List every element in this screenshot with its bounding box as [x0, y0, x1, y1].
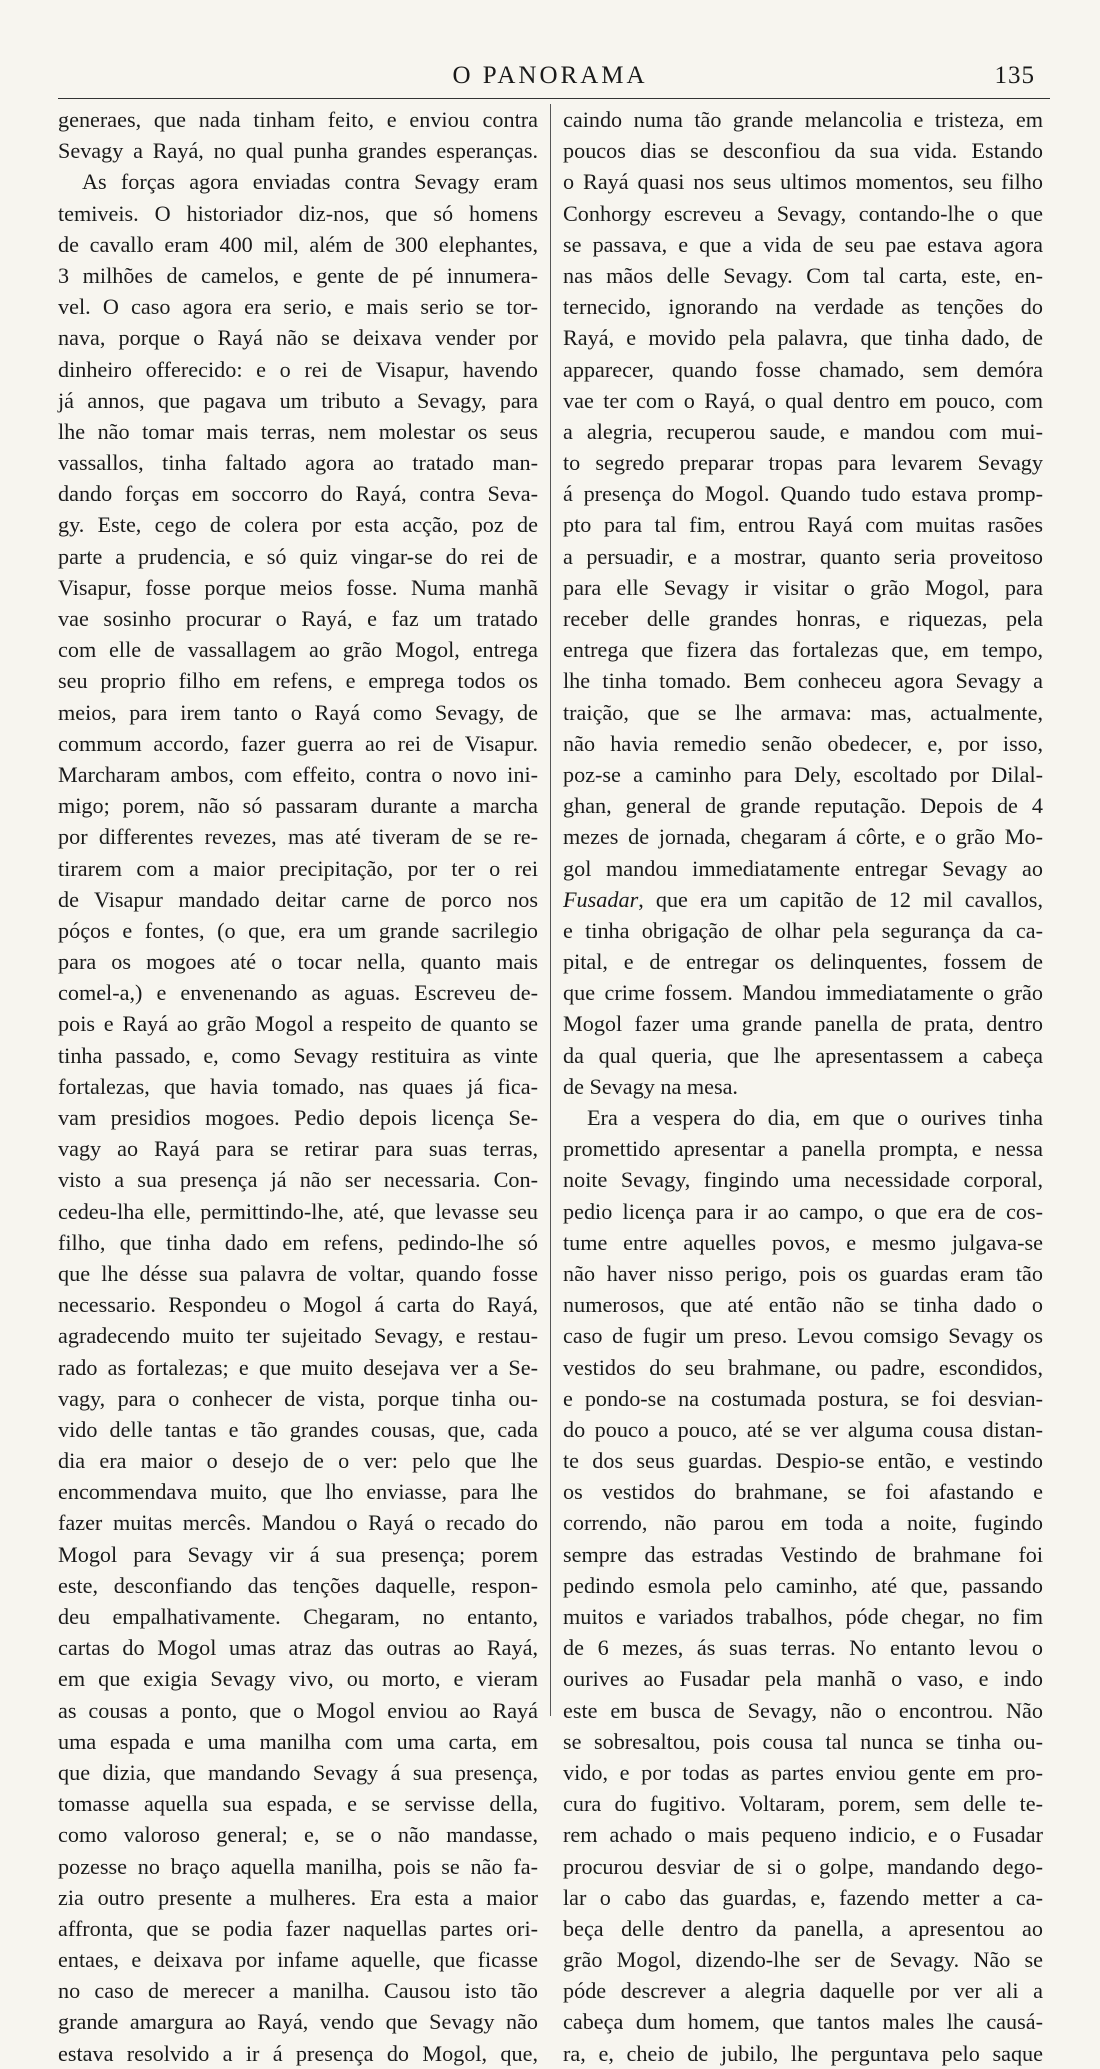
text-line: o Rayá quasi nos seus ultimos momentos, seu filho: [563, 169, 1043, 195]
text-line: commum accordo, fazer guerra ao rei de Visapur.: [58, 730, 538, 756]
text-line: Sevagy a Rayá, no qual punha grandes esperanças.: [58, 138, 538, 164]
text-line: póços e fontes, (o que, era um grande sacrilegio: [58, 917, 538, 943]
text-line: numerosos, que até então não se tinha dado o: [563, 1292, 1043, 1318]
text-line: vagy, para o conhecer de vista, porque tinha ou-: [58, 1385, 538, 1411]
text-line: os vestidos do brahmane, se foi afastando e: [563, 1479, 1043, 1505]
text-line: no caso de merecer a manilha. Causou isto tão: [58, 1978, 538, 2004]
page-number: 135: [994, 62, 1035, 89]
text-line: vae ter com o Rayá, o qual dentro em pouco, com: [563, 387, 1043, 413]
text-line: vido, e por todas as partes enviou gente em pro-: [563, 1759, 1043, 1785]
text-line: rem achado o mais pequeno indicio, e o Fusadar: [563, 1822, 1043, 1848]
text-line: ourives ao Fusadar pela manhã o vaso, e indo: [563, 1666, 1043, 1692]
text-line: temiveis. O historiador diz-nos, que só homens: [58, 200, 538, 226]
text-line: Conhorgy escreveu a Sevagy, contando-lhe o que: [563, 200, 1043, 226]
text-line: sempre das estradas Vestindo de brahmane foi: [563, 1541, 1043, 1567]
text-line: te dos seus guardas. Despio-se então, e vestindo: [563, 1448, 1043, 1474]
text-line: a alegria, recuperou saude, e mandou com mui-: [563, 418, 1043, 444]
text-line: beça delle dentro da panella, a apresentou ao: [563, 1915, 1043, 1941]
text-line: noite Sevagy, fingindo uma necessidade corporal,: [563, 1167, 1043, 1193]
text-line: cabeça dum homem, que tantos males lhe causá-: [563, 2009, 1043, 2035]
text-line: Visapur, fosse porque meios fosse. Numa manhã: [58, 574, 538, 600]
text-line: este, desconfiando das tenções daquelle, respon-: [58, 1572, 538, 1598]
text-line: procurou desviar de si o golpe, mandando dego-: [563, 1853, 1043, 1879]
text-line: as cousas a ponto, que o Mogol enviou ao Rayá: [58, 1697, 538, 1723]
text-line: este em busca de Sevagy, não o encontrou. Não: [563, 1697, 1043, 1723]
text-line: zia outro presente a mulheres. Era esta a maior: [58, 1884, 538, 1910]
text-line: entrega que fizera das fortalezas que, em tempo,: [563, 637, 1043, 663]
text-line: traição, que se lhe armava: mas, actualmente,: [563, 699, 1043, 725]
text-line: mezes de jornada, chegaram á côrte, e o grão Mo-: [563, 824, 1043, 850]
text-line: de Visapur mandado deitar carne de porco nos: [58, 886, 538, 912]
text-line: entaes, e deixava por infame aquelle, que ficasse: [58, 1947, 538, 1973]
text-line: caso de fugir um preso. Levou comsigo Sevagy os: [563, 1323, 1043, 1349]
text-line: poucos dias se desconfiou da sua vida. Estando: [563, 138, 1043, 164]
text-line: 3 milhões de camelos, e gente de pé innumera-: [58, 262, 538, 288]
text-line: apparecer, quando fosse chamado, sem demóra: [563, 356, 1043, 382]
text-line: pedindo esmola pelo caminho, até que, passando: [563, 1572, 1043, 1598]
text-line: como valoroso general; e, se o não mandasse,: [58, 1822, 538, 1848]
text-line: tomasse aquella sua espada, e se servisse della,: [58, 1791, 538, 1817]
text-line: não haver nisso perigo, pois os guardas eram tão: [563, 1260, 1043, 1286]
text-line: muitos e variados trabalhos, póde chegar, no fim: [563, 1604, 1043, 1629]
text-line: cartas do Mogol umas atraz das outras ao Rayá,: [58, 1635, 538, 1661]
text-line: fortalezas, que havia tomado, nas quaes já fica-: [58, 1073, 538, 1099]
text-line: se sobresaltou, pois cousa tal nunca se tinha ou-: [563, 1728, 1043, 1754]
text-line: para elle Sevagy ir visitar o grão Mogol, para: [563, 574, 1043, 600]
text-line: tinha passado, e, como Sevagy restituira as vinte: [58, 1042, 538, 1068]
text-line: filho, que tinha dado em refens, pedindo-lhe só: [58, 1229, 538, 1255]
text-line: vestidos do seu brahmane, ou padre, escondidos,: [563, 1354, 1043, 1380]
text-line: ternecido, ignorando na verdade as tenções do: [563, 294, 1043, 320]
text-line: visto a sua presença já não ser necessaria. Con-: [58, 1167, 538, 1193]
page-header: [0, 62, 1100, 96]
text-line: lhe não tomar mais terras, nem molestar os seus: [58, 418, 538, 444]
text-line: ra, e, cheio de jubilo, lhe perguntava pelo saque: [563, 2040, 1043, 2066]
text-line: pedio licença para ir ao campo, o que era de cos-: [563, 1198, 1043, 1224]
text-line: migo; porem, não só passaram durante a marcha: [58, 793, 538, 819]
text-line: lar o cabo das guardas, e, fazendo metter a ca-: [563, 1884, 1043, 1910]
text-line: generaes, que nada tinham feito, e enviou contra: [58, 107, 538, 132]
text-line: correndo, não parou em toda a noite, fugindo: [563, 1510, 1043, 1536]
text-line: tirarem com a maior precipitação, por ter o rei: [58, 855, 538, 881]
text-line: já annos, que pagava um tributo a Sevagy, para: [58, 387, 538, 413]
text-line: vassallos, tinha faltado agora ao tratado man-: [58, 450, 538, 476]
text-line: que crime fossem. Mandou immediatamente o grão: [563, 980, 1043, 1006]
text-line: nava, porque o Rayá não se deixava vender por: [58, 325, 538, 351]
text-line: seu proprio filho em refens, e emprega todos os: [58, 668, 538, 694]
left-column: [58, 104, 538, 2066]
text-line: grão Mogol, dizendo-lhe ser de Sevagy. Não se: [563, 1947, 1043, 1973]
text-line: comel-a,) e envenenando as aguas. Escreveu de-: [58, 980, 538, 1006]
text-line: estava resolvido a ir á presença do Mogol, que,: [58, 2040, 538, 2066]
text-line: promettido apresentar a panella prompta, e nessa: [563, 1136, 1043, 1162]
text-line: por differentes revezes, mas até tiveram de se re-: [58, 824, 538, 850]
text-line: pto para tal fim, entrou Rayá com muitas rasões: [563, 512, 1043, 538]
text-line: poz-se a caminho para Dely, escoltado por Dilal-: [563, 761, 1043, 787]
column-divider: [550, 104, 551, 1716]
text-line: pois e Rayá ao grão Mogol a respeito de quanto se: [58, 1011, 538, 1037]
text-line: rado as fortalezas; e que muito desejava ver a Se-: [58, 1354, 538, 1380]
text-line: vido delle tantas e tão grandes cousas, que, cada: [58, 1416, 538, 1442]
text-line: encommendava muito, que lho enviasse, para lhe: [58, 1479, 538, 1505]
text-line: cedeu-lha elle, permittindo-lhe, até, que levasse seu: [58, 1198, 538, 1224]
text-line: que dizia, que mandando Sevagy á sua presença,: [58, 1759, 538, 1785]
text-line: Mogol para Sevagy vir á sua presença; porem: [58, 1541, 538, 1567]
text-line: se passava, e que a vida de seu pae estava agora: [563, 231, 1043, 257]
text-line: pozesse no braço aquella manilha, pois se não fa-: [58, 1853, 538, 1879]
text-line: que lhe désse sua palavra de voltar, quando fosse: [58, 1260, 538, 1286]
text-line: nas mãos delle Sevagy. Com tal carta, este, en-: [563, 262, 1043, 288]
text-line: affronta, que se podia fazer naquellas partes ori-: [58, 1915, 538, 1941]
text-line: fazer muitas mercês. Mandou o Rayá o recado do: [58, 1510, 538, 1536]
text-line: meios, para irem tanto o Rayá como Sevagy, de: [58, 699, 538, 725]
text-line: necessario. Respondeu o Mogol á carta do Rayá,: [58, 1292, 538, 1318]
text-line: dando forças em soccorro do Rayá, contra Seva-: [58, 481, 538, 507]
text-line: cura do fugitivo. Voltaram, porem, sem delle te-: [563, 1791, 1043, 1817]
header-rule: [58, 98, 1050, 99]
text-line: Marcharam ambos, com effeito, contra o novo ini-: [58, 761, 538, 787]
text-line: As forças agora enviadas contra Sevagy eram: [82, 169, 538, 195]
text-line: grande amargura ao Rayá, vendo que Sevagy não: [58, 2009, 538, 2035]
right-column: [563, 104, 1043, 2066]
text-line: to segredo preparar tropas para levarem Sevagy: [563, 450, 1043, 476]
text-line: a persuadir, e a mostrar, quanto seria proveitoso: [563, 543, 1043, 569]
text-line: póde descrever a alegria daquelle por ver ali a: [563, 1978, 1043, 2004]
text-line: agradecendo muito ter sujeitado Sevagy, e restau-: [58, 1323, 538, 1349]
text-line: com elle de vassallagem ao grão Mogol, entrega: [58, 637, 538, 663]
text-line: parte a prudencia, e só quiz vingar-se do rei de: [58, 543, 538, 569]
text-line: deu empalhativamente. Chegaram, no entanto,: [58, 1604, 538, 1629]
text-line: caindo numa tão grande melancolia e tristeza, em: [563, 107, 1043, 132]
text-line: de 6 mezes, ás suas terras. No entanto levou o: [563, 1635, 1043, 1661]
text-line: dinheiro offerecido: e o rei de Visapur, havendo: [58, 356, 538, 382]
text-line: de cavallo eram 400 mil, além de 300 elephantes,: [58, 231, 538, 257]
text-line: tume entre aquelles povos, e mesmo julgava-se: [563, 1229, 1043, 1255]
text-line: Mogol fazer uma grande panella de prata, dentro: [563, 1011, 1043, 1037]
text-line: e pondo-se na costumada postura, se foi desvian-: [563, 1385, 1043, 1411]
text-line: receber delle grandes honras, e riquezas, pela: [563, 606, 1043, 631]
text-line: gy. Este, cego de colera por esta acção, poz de: [58, 512, 538, 538]
text-columns: [58, 104, 1050, 2066]
text-line: uma espada e uma manilha com uma carta, em: [58, 1728, 538, 1754]
text-line: ghan, general de grande reputação. Depois de 4: [563, 793, 1043, 819]
publication-title: O PANORAMA: [452, 62, 648, 89]
text-line: vam presidios mogoes. Pedio depois licença Se-: [58, 1105, 538, 1130]
text-line: da qual queria, que lhe apresentassem a cabeça: [563, 1042, 1043, 1068]
text-line: lhe tinha tomado. Bem conheceu agora Sevagy a: [563, 668, 1043, 694]
text-line: Rayá, e movido pela palavra, que tinha dado, de: [563, 325, 1043, 351]
text-line: do pouco a pouco, até se ver alguma cousa distan-: [563, 1416, 1043, 1442]
text-line: Era a vespera do dia, em que o ourives tinha: [587, 1105, 1043, 1130]
text-line: para os mogoes até o tocar nella, quanto mais: [58, 949, 538, 975]
text-line: pital, e de entregar os delinquentes, fossem de: [563, 949, 1043, 975]
text-line: e tinha obrigação de olhar pela segurança da ca-: [563, 917, 1043, 943]
text-line: vagy ao Rayá para se retirar para suas terras,: [58, 1136, 538, 1162]
text-line: em que exigia Sevagy vivo, ou morto, e vieram: [58, 1666, 538, 1692]
text-line: Fusadar, que era um capitão de 12 mil cavallos,: [563, 886, 1043, 912]
text-line: de Sevagy na mesa.: [563, 1073, 738, 1099]
text-line: gol mandou immediatamente entregar Sevagy ao: [563, 855, 1043, 881]
text-line: vel. O caso agora era serio, e mais serio se tor-: [58, 294, 538, 320]
text-line: vae sosinho procurar o Rayá, e faz um tratado: [58, 606, 538, 631]
text-line: não havia remedio senão obedecer, e, por isso,: [563, 730, 1043, 756]
text-line: dia era maior o desejo de o ver: pelo que lhe: [58, 1448, 538, 1474]
text-line: á presença do Mogol. Quando tudo estava promp-: [563, 481, 1043, 507]
